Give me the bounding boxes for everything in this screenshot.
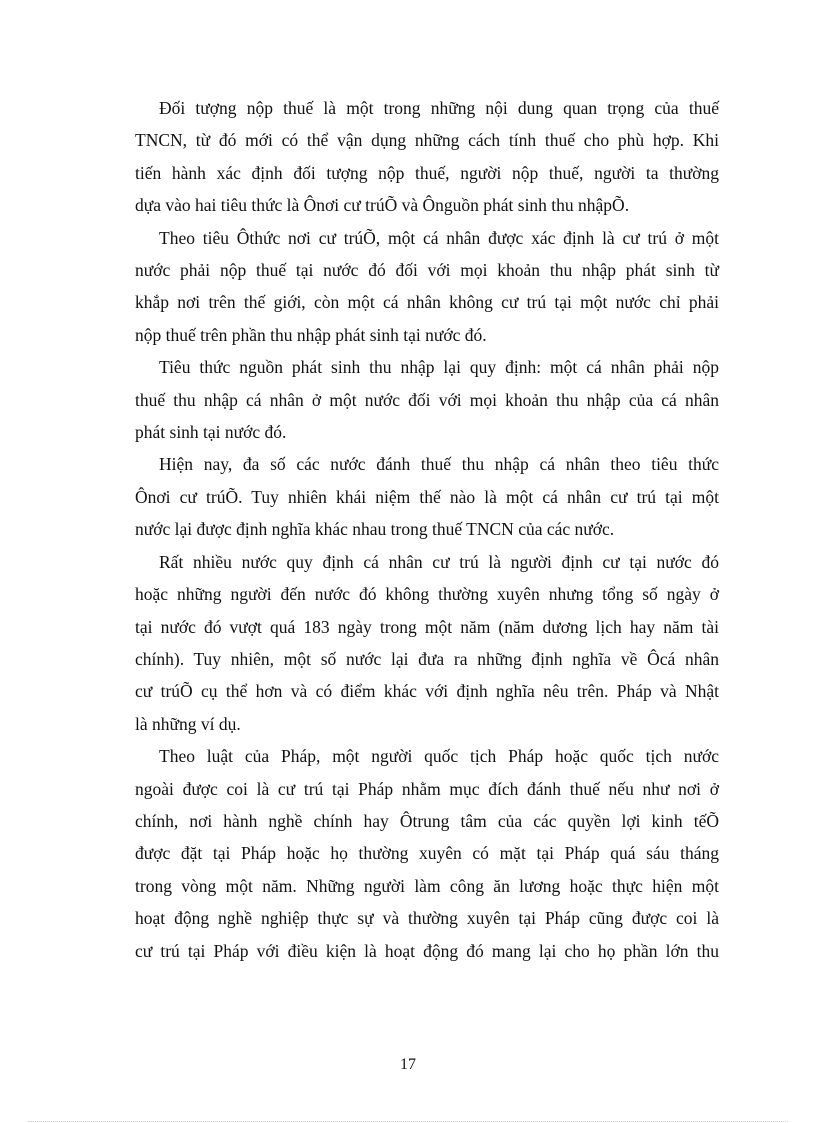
paragraph-3 xyxy=(135,351,719,448)
body-text xyxy=(135,92,719,967)
paragraph-2 xyxy=(135,222,719,352)
page-number: 17 xyxy=(400,1056,416,1073)
text-line: TNCN, từ đó mới có thể vận dụng những cách tính thuế cho phù hợp. Khi xyxy=(135,130,719,151)
text-line: tiến hành xác định đối tượng nộp thuế, người nộp thuế, người ta thường xyxy=(135,162,719,183)
paragraph-4 xyxy=(135,448,719,545)
text-line: cư trú tại Pháp với điều kiện là hoạt động đó mang lại cho họ phần lớn thu xyxy=(135,940,719,961)
text-line: khắp nơi trên thế giới, còn một cá nhân không cư trú tại một nước chỉ phải xyxy=(135,292,719,313)
text-line: Ônơi cư trúÕ. Tuy nhiên khái niệm thế nào là một cá nhân cư trú tại một xyxy=(135,486,719,507)
paragraph-1 xyxy=(135,92,719,222)
text-line: Đối tượng nộp thuế là một trong những nội dung quan trọng của thuế xyxy=(159,98,719,118)
text-line: chính). Tuy nhiên, một số nước lại đưa ra những định nghĩa về Ôcá nhân xyxy=(135,648,719,669)
text-line: nước phải nộp thuế tại nước đó đối với mọi khoản thu nhập phát sinh từ xyxy=(135,260,719,281)
text-line: Hiện nay, đa số các nước đánh thuế thu nhập cá nhân theo tiêu thức xyxy=(159,454,719,475)
text-line: hoạt động nghề nghiệp thực sự và thường xuyên tại Pháp cũng được coi là xyxy=(135,908,719,929)
text-line: tại nước đó vượt quá 183 ngày trong một năm (năm dương lịch hay năm tài xyxy=(135,616,719,637)
paragraph-6 xyxy=(135,740,719,967)
text-line: được đặt tại Pháp hoặc họ thường xuyên có mặt tại Pháp quá sáu tháng xyxy=(135,843,719,864)
text-line: nộp thuế trên phần thu nhập phát sinh tại nước đó. xyxy=(135,324,487,345)
text-line: là những ví dụ. xyxy=(135,713,241,734)
text-line: thuế thu nhập cá nhân ở một nước đối với mọi khoản thu nhập của cá nhân xyxy=(135,389,719,410)
text-line: cư trúÕ cụ thể hơn và có điểm khác với định nghĩa nêu trên. Pháp và Nhật xyxy=(135,681,719,702)
text-line: nước lại được định nghĩa khác nhau trong thuế TNCN của các nước. xyxy=(135,519,615,540)
text-line: Theo tiêu Ôthức nơi cư trúÕ, một cá nhân được xác định là cư trú ở một xyxy=(159,227,719,248)
text-line: ngoài được coi là cư trú tại Pháp nhằm mục đích đánh thuế nếu như nơi ở xyxy=(135,778,719,799)
text-line: Theo luật của Pháp, một người quốc tịch Pháp hoặc quốc tịch nước xyxy=(159,746,719,767)
text-line: hoặc những người đến nước đó không thường xuyên nhưng tổng số ngày ở xyxy=(135,584,719,605)
text-line: Tiêu thức nguồn phát sinh thu nhập lại quy định: một cá nhân phải nộp xyxy=(159,357,719,378)
text-line: chính, nơi hành nghề chính hay Ôtrung tâm của các quyền lợi kinh tếÕ xyxy=(135,810,719,831)
text-line: phát sinh tại nước đó. xyxy=(135,422,287,443)
text-line: dựa vào hai tiêu thức là Ônơi cư trúÕ và Ônguồn phát sinh thu nhậpÕ. xyxy=(135,195,630,216)
page-bottom-divider xyxy=(28,1121,788,1122)
text-line: trong vòng một năm. Những người làm công ăn lương hoặc thực hiện một xyxy=(135,875,719,896)
paragraph-5 xyxy=(135,546,719,740)
text-line: Rất nhiều nước quy định cá nhân cư trú là người định cư tại nước đó xyxy=(159,551,719,572)
